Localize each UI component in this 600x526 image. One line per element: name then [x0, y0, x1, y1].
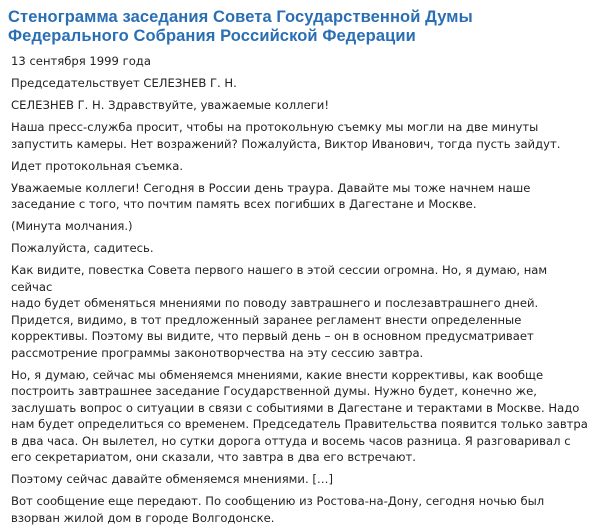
paragraph-line: Поэтому сейчас давайте обменяемся мнениями. […] [11, 472, 333, 486]
paragraph-line: надо будет обменяться мнениями по поводу завтрашнего и послезавтрашнего дней. [11, 296, 539, 310]
paragraph-line: (Минута молчания.) [11, 219, 133, 233]
title-line-1: Стенограмма заседания Совета Государственной Думы [8, 8, 473, 26]
paragraph-line: рассмотрение программы законотворчества на эту сессию завтра. [11, 345, 424, 360]
paragraph-line: его секретариатом, они сказали, что завтра в два его встречают. [11, 450, 416, 464]
transcript-paragraph [11, 75, 591, 92]
paragraph-line: Наша пресс-служба просит, чтобы на протокольную съемку мы могли на две минуты [11, 120, 539, 134]
paragraph-line: Как видите, повестка Совета первого нашего в этой сессии огромна. Но, я думаю, нам сейчас [11, 263, 548, 294]
transcript-paragraph [11, 493, 591, 526]
document-title [0, 0, 600, 46]
paragraph-line: построить завтрашнее заседание Государственной думы. Нужно будет, конечно же, [11, 384, 537, 398]
title-line-2: Федерального Собрания Российской Федерации [8, 27, 416, 45]
paragraph-line: заслушать вопрос о ситуации в связи с событиями в Дагестане и терактами в Москве. Надо [11, 400, 580, 415]
paragraph-line: Придется, видимо, в тот предложенный заранее регламент внести определенные [11, 312, 522, 327]
transcript-paragraph [11, 240, 591, 257]
transcript-paragraph [11, 53, 591, 70]
transcript-paragraph [11, 471, 591, 488]
paragraph-line: заседание с того, что почтим память всех погибших в Дагестане и Москве. [11, 197, 477, 211]
paragraph-line: Но, я думаю, сейчас мы обменяемся мнениями, какие внести коррективы, как вообще [11, 367, 544, 382]
transcript-paragraph [11, 158, 591, 175]
paragraph-line: Председательствует СЕЛЕЗНЕВ Г. Н. [11, 76, 237, 90]
transcript-paragraph [11, 262, 591, 361]
paragraph-line: Пожалуйста, садитесь. [11, 241, 154, 255]
paragraph-line: коррективы. Поэтому вы видите, что первый день – он в основном предусматривает [11, 329, 534, 343]
paragraph-line: Уважаемые коллеги! Сегодня в России день траура. Давайте мы тоже начнем наше [11, 180, 531, 195]
paragraph-line: запустить камеры. Нет возражений? Пожалуйста, Виктор Иванович, тогда пусть зайдут. [11, 136, 561, 151]
transcript-paragraph [11, 119, 591, 152]
paragraph-line: 13 сентября 1999 года [11, 54, 151, 68]
transcript-paragraph [11, 218, 591, 235]
paragraph-line: Вот сообщение еще передают. По сообщению из Ростова-на-Дону, сегодня ночью был [11, 494, 545, 508]
paragraph-line: взорван жилой дом в городе Волгодонске. [11, 510, 275, 525]
transcript-body [0, 46, 591, 526]
transcript-paragraph [11, 97, 591, 114]
transcript-paragraph [11, 180, 591, 213]
paragraph-line: Идет протокольная съемка. [11, 158, 184, 173]
paragraph-line: нам будет определиться со временем. Председатель Правительства появится только завтра [11, 417, 588, 431]
transcript-paragraph [11, 367, 591, 466]
paragraph-line: в два часа. Он вылетел, но сутки дорога оттуда и восемь часов разница. Я разговаривал с [11, 433, 571, 448]
paragraph-line: СЕЛЕЗНЕВ Г. Н. Здравствуйте, уважаемые коллеги! [11, 98, 329, 112]
